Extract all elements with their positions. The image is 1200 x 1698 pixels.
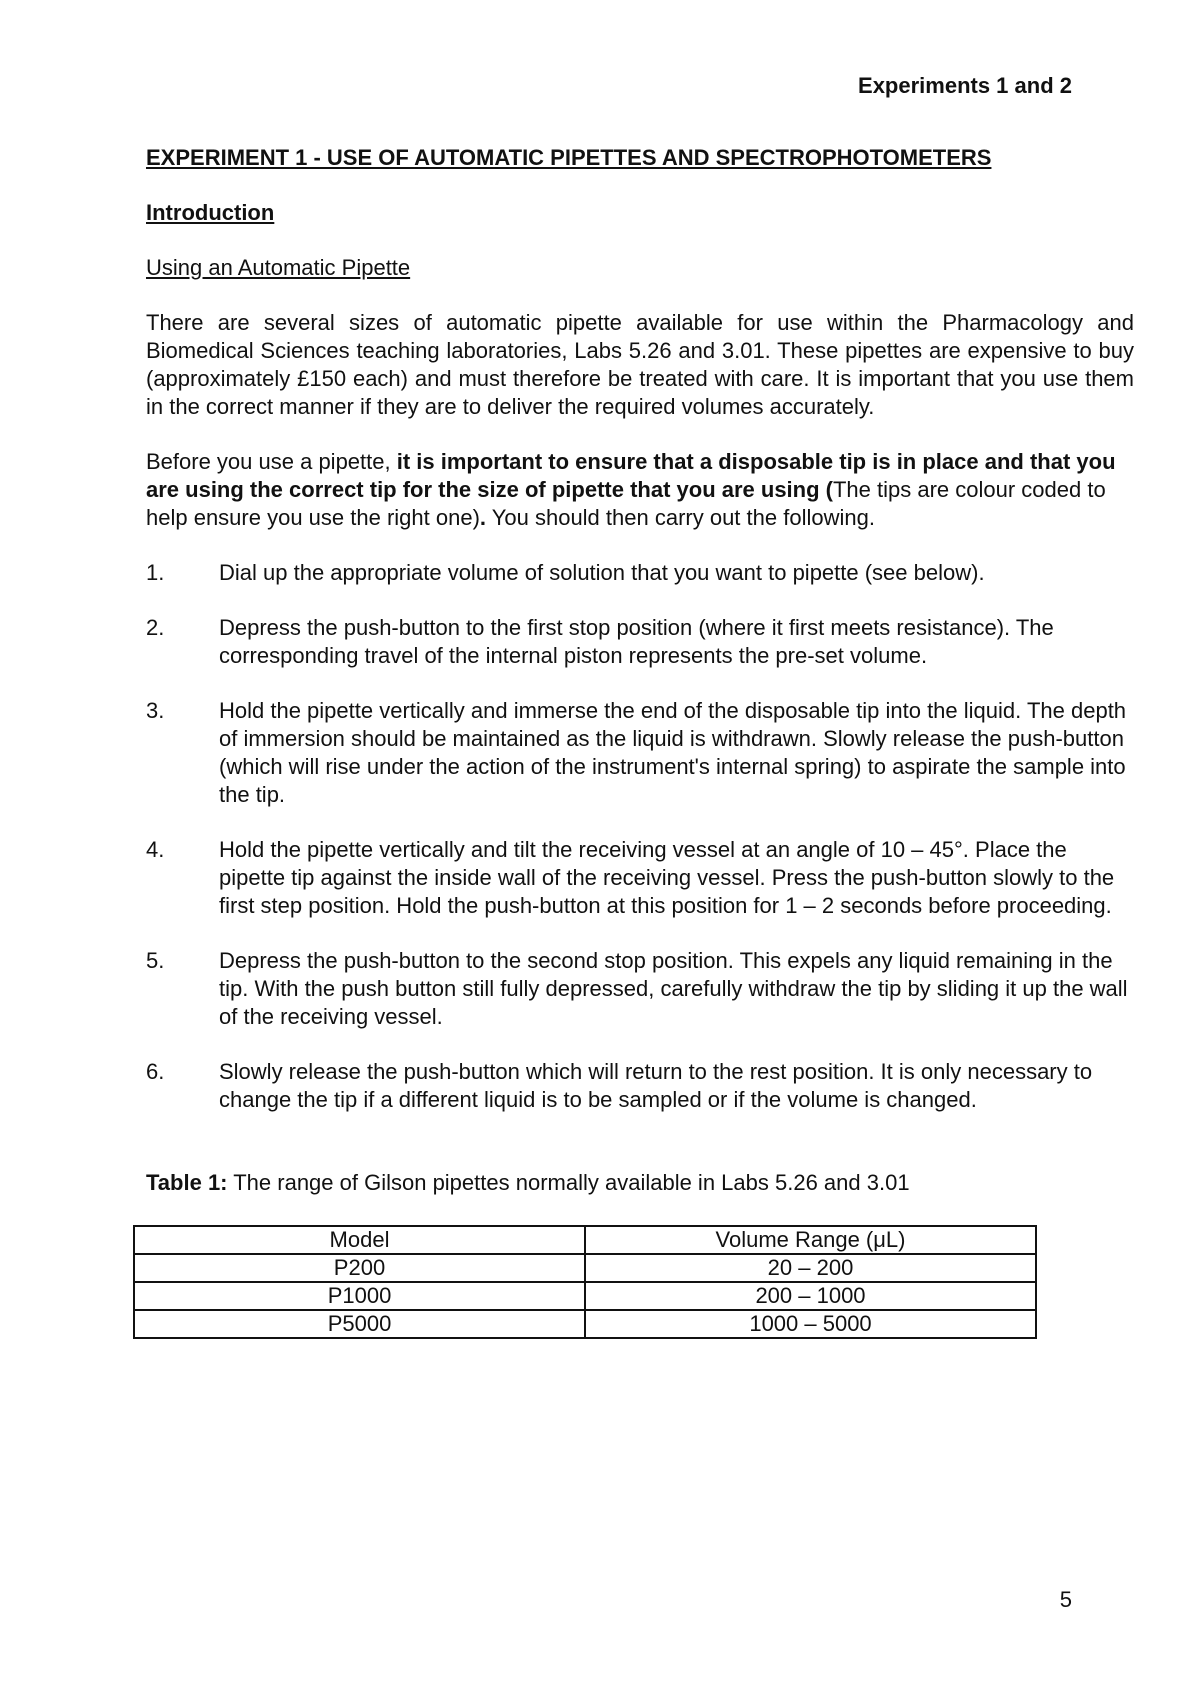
running-header: Experiments 1 and 2 — [858, 73, 1072, 98]
list-item — [146, 697, 1134, 809]
experiment-title: EXPERIMENT 1 - USE OF AUTOMATIC PIPETTES AND SPECTROPHOTOMETERS — [146, 145, 992, 170]
step-number: 6. — [146, 1059, 165, 1084]
table-row — [134, 1282, 1036, 1310]
table-cell: P5000 — [134, 1310, 585, 1338]
step-number: 3. — [146, 698, 165, 723]
table-cell: P1000 — [134, 1282, 585, 1310]
list-item — [146, 947, 1134, 1031]
list-item — [146, 836, 1134, 920]
step-text: Slowly release the push-button which will return to the rest position. It is only necessary to change the tip if a different liquid is to be sampled or if the volume is changed. — [219, 1059, 1093, 1112]
table-row — [134, 1254, 1036, 1282]
step-number: 4. — [146, 837, 165, 862]
table-header-cell: Model — [134, 1226, 585, 1254]
table-caption-label: Table 1: — [146, 1170, 228, 1195]
list-item — [146, 614, 1134, 670]
table-cell: 20 – 200 — [585, 1254, 1036, 1282]
step-text: Depress the push-button to the second stop position. This expels any liquid remaining in the tip. With the push button still fully depressed, carefully withdraw the tip by sliding it up the wall of the receiving vessel. — [219, 948, 1128, 1029]
step-number: 5. — [146, 948, 165, 973]
list-item — [146, 559, 1134, 587]
page-number: 5 — [1059, 1587, 1072, 1612]
pipette-range-table — [133, 1225, 1037, 1339]
instructions-text-1: Before you use a pipette, — [146, 449, 397, 474]
step-number: 1. — [146, 560, 165, 585]
page-content — [146, 144, 1134, 1339]
intro-paragraph: There are several sizes of automatic pipette available for use within the Pharmacology and Biomedical Sciences teaching laboratories, Labs 5.26 and 3.01. These pipettes are expensive to buy (approximately £150 each) and must therefore be treated with care. It is important that you use them in the correct manner if they are to deliver the required volumes accurately. — [146, 310, 1134, 419]
step-text: Depress the push-button to the first stop position (where it first meets resistance). The corresponding travel of the internal piston represents the pre-set volume. — [219, 615, 1054, 668]
instructions-text-2: The tips are colour coded to help ensure you use the right one) — [146, 477, 1106, 530]
table-row — [134, 1310, 1036, 1338]
pipette-subheading: Using an Automatic Pipette — [146, 255, 411, 280]
table-header-cell: Volume Range (μL) — [585, 1226, 1036, 1254]
list-item — [146, 1058, 1134, 1114]
table-header-row — [134, 1226, 1036, 1254]
introduction-heading: Introduction — [146, 200, 275, 225]
step-text: Dial up the appropriate volume of solution that you want to pipette (see below). — [219, 560, 985, 585]
step-number: 2. — [146, 615, 165, 640]
table-cell: 200 – 1000 — [585, 1282, 1036, 1310]
instructions-text-3: You should then carry out the following. — [486, 505, 875, 530]
table-cell: 1000 – 5000 — [585, 1310, 1036, 1338]
instructions-paragraph — [146, 448, 1134, 532]
table-caption-text: The range of Gilson pipettes normally available in Labs 5.26 and 3.01 — [227, 1170, 910, 1195]
table-caption — [146, 1169, 1134, 1197]
instructions-period: . — [479, 505, 487, 530]
procedure-steps — [146, 559, 1134, 1114]
table-cell: P200 — [134, 1254, 585, 1282]
step-text: Hold the pipette vertically and tilt the receiving vessel at an angle of 10 – 45°. Place the pipette tip against the inside wall of the receiving vessel. Press the push-button slowly to the first step position. Hold the push-button at this position for 1 – 2 seconds before proceeding. — [219, 837, 1115, 918]
step-text: Hold the pipette vertically and immerse the end of the disposable tip into the liquid. The depth of immersion should be maintained as the liquid is withdrawn. Slowly release the push-button (which will rise under the action of the instrument's internal spring) to aspirate the sample into the tip. — [219, 698, 1127, 807]
instructions-emphasis: it is important to ensure that a disposable tip is in place and that you are using the correct tip for the size of pipette that you are using ( — [146, 449, 1116, 502]
